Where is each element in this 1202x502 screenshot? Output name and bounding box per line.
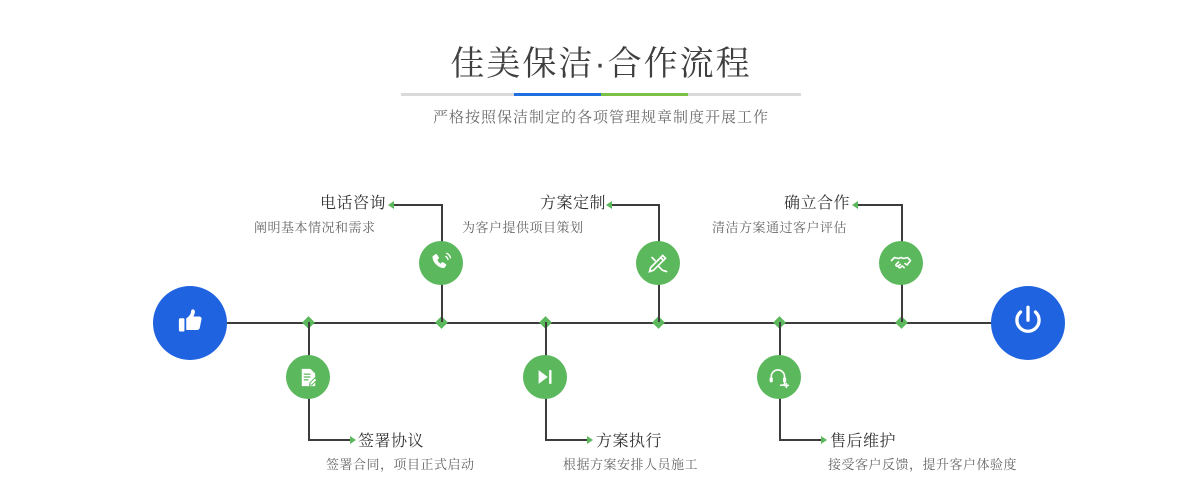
document-edit-icon bbox=[297, 366, 320, 389]
play-skip-icon bbox=[534, 366, 556, 388]
title-divider bbox=[401, 93, 801, 96]
step-2-label: 签署协议 bbox=[358, 433, 425, 450]
step-6-desc: 接受客户反馈，提升客户体验度 bbox=[828, 457, 1018, 472]
connector-step-2-horizontal bbox=[308, 439, 350, 441]
connector-step-1-arrow bbox=[388, 201, 394, 209]
step-1-label: 电话咨询 bbox=[320, 195, 387, 212]
step-2-desc: 签署合同，项目正式启动 bbox=[326, 457, 475, 472]
connector-step-5-horizontal bbox=[858, 204, 902, 206]
page-title: 佳美保洁·合作流程 bbox=[450, 45, 752, 83]
divider-segment-left bbox=[401, 93, 514, 96]
step-3-label: 方案定制 bbox=[540, 195, 607, 212]
step-4-label: 方案执行 bbox=[596, 433, 663, 450]
power-icon bbox=[1009, 302, 1047, 345]
step-6-label: 售后维护 bbox=[830, 433, 897, 450]
step-4-desc: 根据方案安排人员施工 bbox=[563, 457, 699, 472]
connector-step-3-horizontal bbox=[612, 204, 659, 206]
end-node bbox=[991, 286, 1065, 360]
step-2-icon-badge[interactable] bbox=[286, 355, 330, 399]
connector-step-2-arrow bbox=[350, 436, 356, 444]
step-4-icon-badge[interactable] bbox=[523, 355, 567, 399]
step-6-icon-badge[interactable] bbox=[757, 355, 801, 399]
divider-segment-blue bbox=[514, 93, 601, 96]
connector-step-3-arrow bbox=[606, 201, 612, 209]
pen-ruler-icon bbox=[646, 251, 670, 275]
step-3-desc: 为客户提供项目策划 bbox=[462, 220, 584, 235]
step-3-icon-badge[interactable] bbox=[636, 241, 680, 285]
divider-segment-green bbox=[601, 93, 688, 96]
step-1-icon-badge[interactable] bbox=[419, 241, 463, 285]
connector-step-4-arrow bbox=[587, 436, 593, 444]
connector-step-6-horizontal bbox=[779, 439, 821, 441]
connector-step-1-horizontal bbox=[394, 204, 442, 206]
handshake-icon bbox=[889, 251, 913, 275]
divider-segment-right bbox=[688, 93, 801, 96]
connector-step-4-horizontal bbox=[545, 439, 587, 441]
start-node bbox=[153, 286, 227, 360]
step-5-desc: 清洁方案通过客户评估 bbox=[712, 220, 848, 235]
connector-step-6-arrow bbox=[821, 436, 827, 444]
step-1-desc: 阐明基本情况和需求 bbox=[254, 220, 376, 235]
step-5-label: 确立合作 bbox=[784, 195, 851, 212]
phone-ring-icon bbox=[429, 251, 453, 275]
page-subtitle: 严格按照保洁制定的各项管理规章制度开展工作 bbox=[432, 109, 769, 126]
thumbs-up-icon bbox=[172, 303, 208, 344]
connector-step-5-arrow bbox=[852, 201, 858, 209]
step-5-icon-badge[interactable] bbox=[879, 241, 923, 285]
headset-add-icon bbox=[767, 365, 791, 389]
